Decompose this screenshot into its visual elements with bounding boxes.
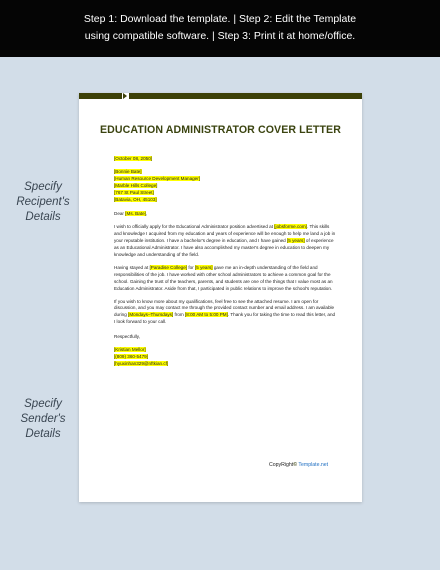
salutation-name: [Ms. Bate] [125, 211, 146, 217]
recipient-block [114, 169, 336, 204]
header-ribbon-bar [129, 93, 362, 99]
banner-line-1: Step 1: Download the template. | Step 2: Edit the Template [83, 13, 357, 25]
previous-college: [Paradise College] [149, 264, 188, 270]
recipient-street: [767 St Paul Street] [114, 189, 154, 195]
header-ribbon [79, 93, 122, 99]
letter-date: [October 08, 2050] [114, 156, 153, 161]
recipient-title: [Human Resource Development Manager] [114, 175, 201, 181]
document-title: EDUCATION ADMINISTRATOR COVER LETTER [100, 124, 341, 136]
copyright-icon: © [293, 462, 298, 468]
template-brand [269, 462, 328, 468]
ribbon-arrow-icon [123, 93, 127, 99]
recipient-annotation: Specify Recipent's Details [16, 181, 70, 223]
available-days: [Mondays–Thursdays] [128, 312, 174, 318]
banner-line-2: using compatible software. | Step 3: Print it at home/office. [84, 30, 356, 42]
brand-site: Template.net [298, 462, 329, 468]
job-site: [jobsforme.com] [274, 224, 307, 230]
available-hours: [8:00 AM to 5:00 PM] [185, 312, 228, 318]
experience-years: [5 years] [287, 238, 305, 244]
recipient-city: [Batavia, OH, 45103] [114, 196, 157, 202]
tenure-years: [5 years] [194, 264, 213, 270]
closing: Respectfully, [114, 334, 140, 340]
letter-page [79, 93, 362, 502]
recipient-name: [Bonnie Bate] [114, 168, 142, 174]
paragraph-3: If you wish to know more about my qualifications, feel free to see the attached resume. I am open for discussion, and you may contact me through the provided contact number and email address. I am available during [Mondays–Thursdays] from [8:00 AM to 5:00 PM]. Thank you for taking the time to read this letter, and I look forward to your call. [114, 298, 336, 325]
sender-phone: [(809) 360-5479] [114, 353, 148, 359]
sender-name: [Kristian Mellor] [114, 347, 146, 353]
recipient-company: [Marble Hills College] [114, 182, 158, 188]
sender-block [114, 347, 336, 368]
sender-annotation: Specify Sender's Details [20, 398, 66, 440]
instructions-banner [0, 0, 440, 57]
salutation: Dear [Ms. Bate], [114, 211, 148, 217]
letter-body [114, 156, 336, 368]
sender-email: [hyuxinhan329@nftkian.cf] [114, 360, 169, 366]
paragraph-1: I wish to officially apply for the Educational Administrator position advertised at [jobsforme.com]. This skills and knowledge I acquired from my education and years of experience will be enough to help me land a job in your reputable institution. I have a bachelor's degree in education, and I have gained [5 years] of experience as an Educational Administrator. I have also accomplished my master's degree in education to deepen my knowledge and understanding of the field. [114, 224, 336, 257]
copyright-label: CopyRight [269, 462, 294, 468]
paragraph-2: Having stayed at [Paradise College] for [5 years] gave me an in-depth understanding of the field and responsibilities of the job. I have worked with other school administrators to achieve a common goal for the school. Gaining the trust of the teachers, parents, and students are one of the things that I value most as an Education Administrator. Aside from that, I participated in public relations to improve the school's reputation. [114, 264, 333, 291]
